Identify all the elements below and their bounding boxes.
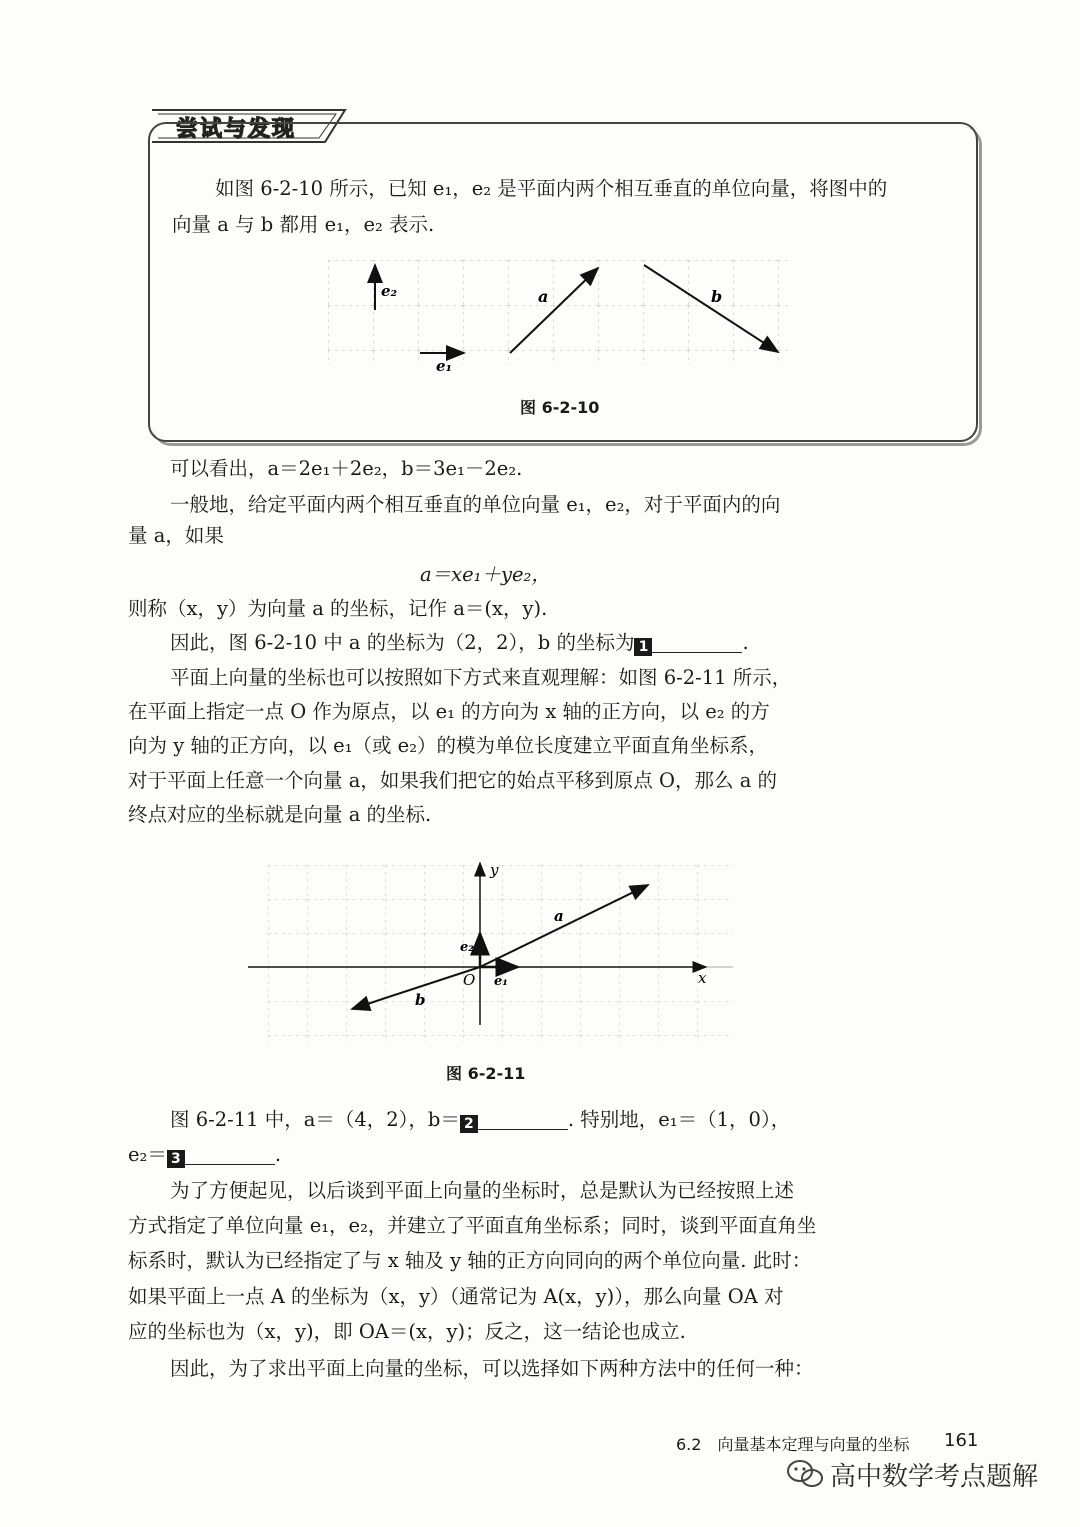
wechat-icon: [786, 1458, 826, 1490]
answer-blank-1[interactable]: [652, 630, 742, 653]
text-p7c: 标系时，默认为已经指定了与 x 轴及 y 轴的正方向同向的两个单位向量. 此时：: [128, 1249, 812, 1272]
text-p5e: 终点对应的坐标就是向量 a 的坐标.: [128, 803, 432, 826]
blank-number-2: 2: [460, 1115, 478, 1133]
text-p6a: [170, 1105, 790, 1135]
text-p6a-content: 图 6-2-11 中，a＝（4，2），b＝: [170, 1108, 460, 1131]
label-x: x: [698, 969, 707, 987]
text-p2b: 量 a，如果: [128, 524, 224, 547]
text-p6b: e₂＝ 3 .: [128, 1143, 282, 1167]
text-p7a: 为了方便起见，以后谈到平面上向量的坐标时，总是默认为已经按照上述: [170, 1179, 795, 1202]
page-number: 161: [944, 1430, 979, 1451]
blank-number-3: 3: [167, 1150, 185, 1168]
blank-number-1: 1: [634, 638, 652, 656]
box-text-line2: 向量 a 与 b 都用 e₁，e₂ 表示.: [172, 213, 435, 236]
text-p5c: 向为 y 轴的正方向，以 e₁（或 e₂）的模为单位长度建立平面直角坐标系，: [128, 734, 769, 757]
formula: a＝xe₁＋ye₂，: [420, 563, 551, 586]
text-p6b-content: e₂＝: [128, 1143, 167, 1166]
text-p4: 因此，图 6-2-10 中 a 的坐标为（2，2），b 的坐标为 1 .: [170, 631, 749, 655]
text-p8: 因此，为了求出平面上向量的坐标，可以选择如下两种方法中的任何一种：: [170, 1357, 814, 1380]
label-a: a: [538, 287, 549, 306]
text-p6a-end: . 特别地，e₁＝（1，0），: [567, 1108, 791, 1131]
text-p1: 可以看出，a＝2e₁＋2e₂，b＝3e₁－2e₂.: [170, 457, 523, 480]
section-tag-text: 尝试与发现: [176, 117, 297, 142]
text-p5d: 对于平面上任意一个向量 a，如果我们把它的始点平移到原点 O，那么 a 的: [128, 769, 778, 792]
label-origin: O: [463, 971, 476, 989]
text-p3: 则称（x，y）为向量 a 的坐标，记作 a＝(x，y).: [128, 597, 548, 620]
text-p7e: 应的坐标也为（x，y)，即 OA＝(x，y)；反之，这一结论也成立.: [128, 1320, 686, 1343]
label-e1: e₁: [436, 357, 453, 375]
watermark-text: 高中数学考点题解: [830, 1462, 1039, 1492]
text-p7b: 方式指定了单位向量 e₁，e₂，并建立了平面直角坐标系；同时，谈到平面直角坐: [128, 1214, 817, 1237]
text-p4-content: 因此，图 6-2-10 中 a 的坐标为（2，2），b 的坐标为: [170, 631, 635, 654]
grid-2: [268, 865, 733, 1043]
answer-blank-3[interactable]: [185, 1142, 275, 1165]
label-e2-coord: e₂: [460, 940, 474, 955]
text-p5b: 在平面上指定一点 O 作为原点，以 e₁ 的方向为 x 轴的正方向，以 e₂ 的方: [128, 700, 770, 723]
box-text-line1: 如图 6-2-10 所示，已知 e₁，e₂ 是平面内两个相互垂直的单位向量，将图中的: [215, 177, 888, 200]
figure-6-2-10-caption: 图 6-2-10: [520, 398, 600, 417]
text-p2a: 一般地，给定平面内两个相互垂直的单位向量 e₁，e₂，对于平面内的向: [170, 493, 781, 516]
label-e2: e₂: [381, 282, 398, 300]
figure-6-2-11-caption: 图 6-2-11: [446, 1064, 526, 1083]
label-e1-coord: e₁: [494, 974, 508, 989]
text-p7d: 如果平面上一点 A 的坐标为（x，y）（通常记为 A(x，y)），那么向量 OA 对: [128, 1285, 784, 1308]
figure-6-2-11: [248, 855, 738, 1055]
footer-section: 6.2 向量基本定理与向量的坐标: [676, 1435, 910, 1454]
label-a-coord: a: [554, 907, 564, 925]
label-y: y: [490, 861, 499, 879]
figure-6-2-10: [318, 248, 798, 378]
text-p5a: 平面上向量的坐标也可以按照如下方式来直观理解：如图 6-2-11 所示，: [170, 666, 792, 689]
label-b: b: [711, 287, 723, 306]
grid: [328, 260, 788, 365]
answer-blank-2[interactable]: [478, 1107, 568, 1130]
label-b-coord: b: [415, 991, 426, 1009]
